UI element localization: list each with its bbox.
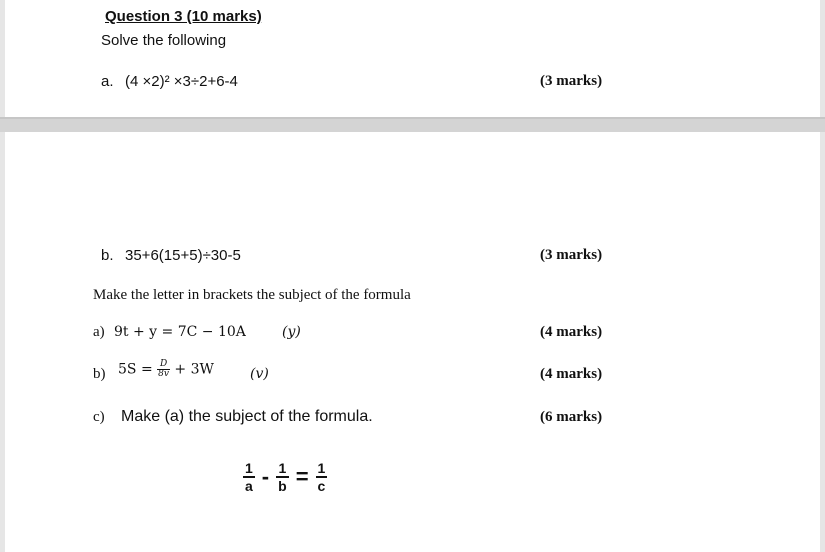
page-edge-right (820, 0, 825, 552)
item-a-formula: 9t + y = 7C − 10A (114, 324, 246, 340)
minus-sign: - (261, 464, 270, 489)
part-b-marks: (3 marks) (540, 247, 603, 263)
item-b-frac-numerator: D (157, 360, 170, 370)
item-c-formula (243, 461, 327, 493)
item-b-lhs: 5S = (118, 361, 153, 378)
item-a-marks: (4 marks) (540, 324, 603, 340)
item-b-fraction (157, 360, 170, 379)
part-a-marks: (3 marks) (540, 73, 603, 89)
subject-instruction: Make the letter in brackets the subject of the formula (93, 287, 411, 303)
item-b-rhs: + 3W (174, 361, 214, 378)
item-c-marks: (6 marks) (540, 409, 603, 425)
question-instruction: Solve the following (101, 32, 227, 49)
item-b-label: b) (93, 366, 106, 382)
part-a-expression: (4 ×2)² ×3÷2+6-4 (125, 73, 238, 90)
item-a-label: a) (93, 324, 105, 340)
fraction-1-over-b: $\frac{1}{b}$ (278, 460, 287, 494)
question-title: Question 3 (10 marks) (105, 8, 262, 25)
fraction-1-over-a: $\frac{1}{a}$ (245, 460, 253, 494)
part-b-label: b. (101, 247, 114, 264)
equals-sign: = (295, 464, 309, 489)
item-a-variable: (y) (282, 324, 301, 340)
fraction-1-over-c: $\frac{1}{c}$ (317, 460, 326, 494)
item-b-variable: (v) (250, 366, 269, 382)
part-a-label: a. (101, 73, 114, 90)
item-c-text: Make (a) the subject of the formula. (121, 408, 373, 425)
item-b-marks: (4 marks) (540, 366, 603, 382)
item-b-frac-denominator: 8v (158, 369, 169, 379)
item-b-formula (118, 360, 214, 379)
page-separator (0, 117, 825, 132)
part-b-expression: 35+6(15+5)÷30-5 (125, 247, 241, 264)
item-c-label: c) (93, 409, 105, 425)
